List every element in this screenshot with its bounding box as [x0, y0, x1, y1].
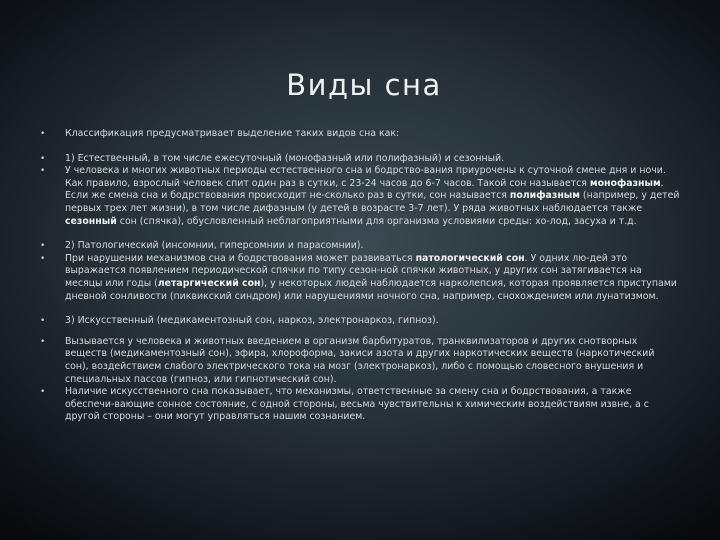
term-polyphasic: полифазным [509, 190, 580, 202]
text-segment: (например, у детей первых трех лет жизни), в том числе дифазным (у детей в возрасте 3-7 лет). У ряда животных наблюдается также [65, 190, 680, 214]
bullet-item-natural-heading [40, 153, 680, 166]
slide-title: Виды сна [286, 68, 442, 102]
text-segment: У человека и многих животных периоды естественного сна и бодрство-вания приурочены к суточной смене дня и ночи. Как правило, взрослый человек спит один раз в сутки, с 23-24 часов до 6-7 часов. Такой сон называется [65, 165, 666, 189]
bullet-icon: • [40, 316, 46, 327]
bullet-icon: • [40, 241, 46, 252]
bullet-item-artificial-text [40, 336, 680, 386]
bullet-item-artificial-heading [40, 315, 680, 328]
bullet-item-classification [40, 128, 680, 141]
bullet-icon: • [40, 253, 46, 264]
bullet-text [65, 253, 677, 302]
text-segment: При нарушении механизмов сна и бодрствования может развиваться [65, 252, 416, 264]
bullet-text: Классификация предусматривает выделение таких видов сна как: [65, 128, 400, 139]
bullet-list [40, 128, 680, 424]
bullet-icon: • [40, 166, 46, 177]
bullet-item-conclusion [40, 386, 680, 424]
bullet-text: 3) Искусственный (медикаментозный сон, наркоз, электронаркоз, гипноз). [65, 315, 439, 327]
bullet-item-pathological-heading [40, 240, 680, 253]
bullet-text: 1) Естественный, в том числе ежесуточный (монофазный или полифазный) и сезонный. [65, 152, 505, 164]
bullet-text: Наличие искусственного сна показывает, что механизмы, ответственные за смену сна и бодрствования, а также обеспечи-вающие сонное состояние, с одной стороны, весьма чувствительны к химическим воздействиям извне, а с другой стороны – они могут управляться нашим сознанием. [65, 386, 649, 423]
bullet-item-natural-text [40, 165, 680, 228]
bullet-text: Вызывается у человека и животных введением в организм барбитуратов, транквилизаторов и других снотворных веществ (медикаментозный сон), эфира, хлороформа, закиси азота и других наркотических веществ (наркотический сон), воздействием слабого электрического тока на мозг (электронаркоз), либо с помощью словесного внушения и специальных пассов (гипноз, или гипнотический сон). [65, 335, 655, 385]
bullet-icon: • [40, 336, 46, 347]
bullet-icon: • [40, 153, 46, 164]
text-segment: сон (спячка), обусловленный неблагоприятными для организма условиями среды: хо-лод, засуха и т.д. [116, 215, 637, 227]
term-seasonal: сезонный [65, 215, 117, 227]
bullet-text [65, 165, 680, 226]
term-monophasic: монофазным [589, 177, 661, 189]
bullet-item-pathological-text [40, 253, 680, 303]
term-lethargic-sleep: летаргический сон [157, 277, 261, 289]
bullet-icon: • [40, 387, 46, 398]
text-segment: . Если же смена сна и бодрствования происходит не-сколько раз в сутки, сон называется [65, 177, 664, 202]
term-pathological-sleep: патологический сон [415, 252, 525, 264]
bullet-icon: • [40, 129, 46, 139]
bullet-text: 2) Патологический (инсомнии, гиперсомнии и парасомнии). [65, 240, 364, 252]
text-segment: . У одних лю-дей это выражается появлением периодической спячки по типу сезон-ной спячки животных, у других сон затягивается на месяцы или годы ( [65, 252, 642, 289]
text-segment: ), у некоторых людей наблюдается нарколепсия, которая проявляется приступами дневной сонливости (пиквикский синдром) или нарушениями ночного сна, например, снохождением или лунатизмом. [65, 277, 677, 302]
